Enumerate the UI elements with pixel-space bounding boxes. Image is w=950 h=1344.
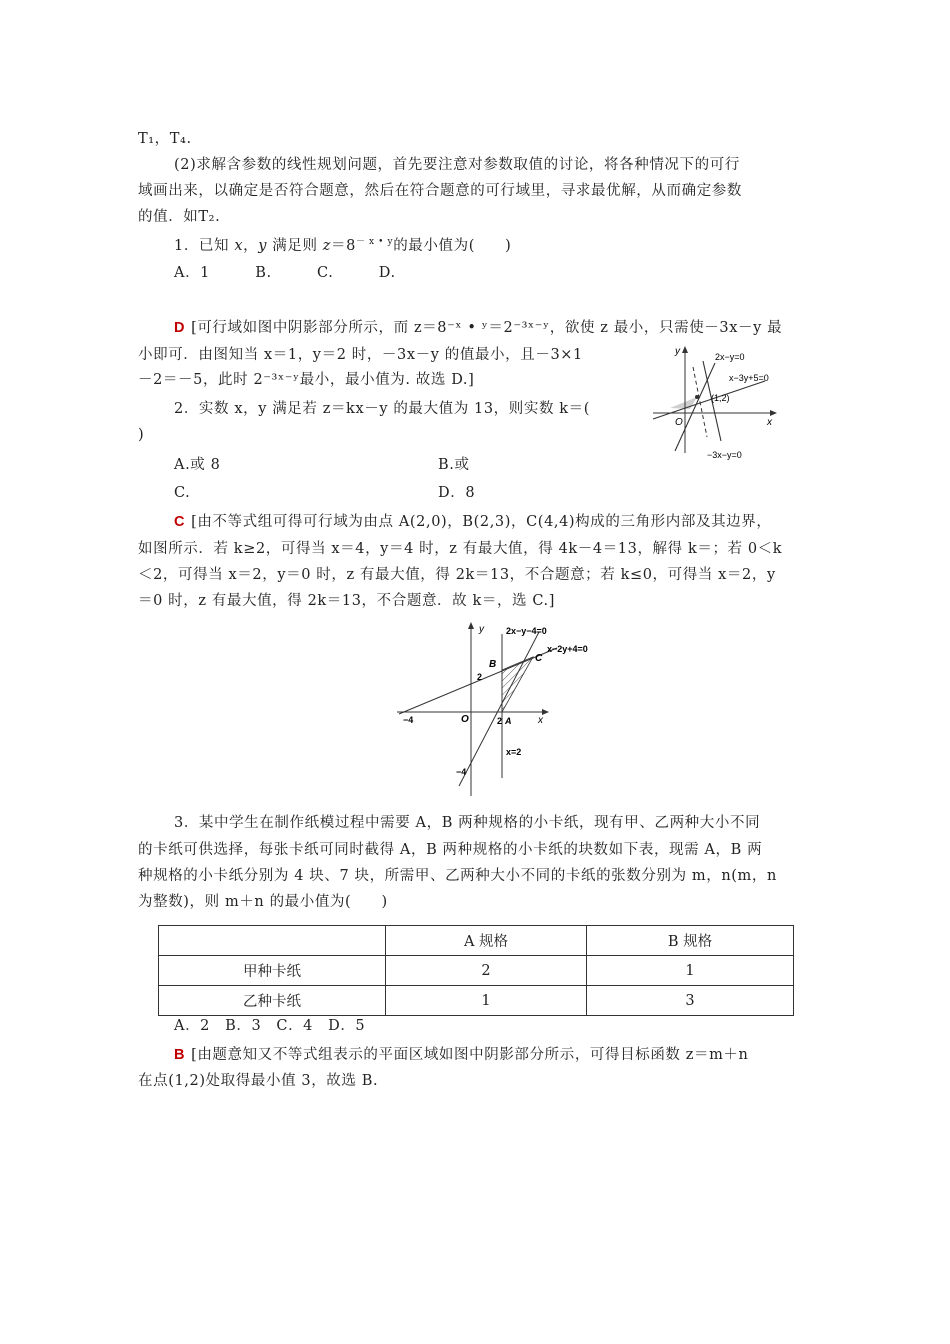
method-line-3: 的值．如T₂.: [138, 209, 221, 225]
fig1-point-label: (1,2): [711, 393, 730, 403]
fig2-label-o: O: [461, 714, 469, 725]
q1-stem: 1．已知 x，y 满足则 $z=8^{- x • y}$的最小值为( ): [174, 237, 512, 254]
q2-stem-line-1: 2．实数 x，y 满足若 z＝kx－y 的最大值为 13，则实数 k＝(: [174, 401, 591, 417]
q3-solution-line-1: B [由题意知又不等式组表示的平面区域如图中阴影部分所示，可得目标函数 z＝m＋n: [174, 1047, 749, 1063]
q2-answer: C: [174, 514, 186, 530]
fig2-point-b: B: [489, 659, 497, 670]
fig2-point-c: C: [535, 653, 543, 664]
q3-options: A．2 B．3 C．4 D．5: [174, 1018, 366, 1034]
fig2-tick-neg4y: −4: [456, 767, 467, 777]
fig1-label-x: x: [767, 417, 772, 428]
fig2-tick-neg4x: −4: [403, 715, 414, 725]
table-header-cell: [159, 926, 386, 956]
fig1-line-dashed: [693, 367, 707, 437]
intro-t1t4: T₁，T₄.: [138, 131, 192, 147]
table-row: [159, 986, 794, 1016]
fig1-line-a-label: 2x−y=0: [715, 352, 745, 362]
q2-solution-line-1: C [由不等式组可得可行域为由点 A(2,0)，B(2,3)，C(4,4)构成的三角形内部及其边界，: [174, 514, 772, 530]
q3-stem-line-1: 3．某中学生在制作纸模过程中需要 A，B 两种规格的小卡纸，现有甲、乙两种大小不同: [174, 815, 761, 831]
q3-stem-line-4: 为整数)，则 m＋n 的最小值为( ): [138, 894, 388, 910]
fig2-label-x: x: [538, 715, 543, 726]
fig2-line-a-label: 2x−y−4=0: [506, 626, 547, 636]
table-cell: 1: [386, 986, 587, 1016]
q3-answer: B: [174, 1047, 186, 1063]
table-header-row: [159, 926, 794, 956]
table-header-cell: B 规格: [587, 926, 794, 956]
q3-solution-line-2: 在点(1,2)处取得最小值 3，故选 B.: [138, 1073, 379, 1089]
table-cell: 乙种卡纸: [159, 986, 386, 1016]
q1-solution-line-1: D [可行域如图中阴影部分所示，而 z＝8⁻ˣ • ʸ＝2⁻³ˣ⁻ʸ，欲使 z 最小，只需使－3x－y 最: [174, 320, 783, 336]
figure-1-feasible-region: [645, 343, 790, 463]
q1-options: A．1 B. C. D.: [174, 265, 396, 281]
fig1-line-b-label: x−3y+5=0: [729, 373, 769, 383]
fig2-line-b-label: x−2y+4=0: [547, 644, 588, 654]
q1-solution-line-2: 小即可．由图知当 x＝1，y＝2 时，－3x－y 的值最小，且－3×1: [138, 347, 583, 363]
fig2-label-y: y: [479, 624, 484, 635]
table-row: [159, 956, 794, 986]
fig1-label-o: O: [675, 417, 683, 428]
q2-option-a: A.或 8: [174, 457, 221, 473]
q3-card-table: [158, 925, 794, 1016]
q2-solution-line-2: 如图所示．若 k≥2，可得当 x＝4，y＝4 时，z 有最大值，得 4k－4＝13，解得 k＝；若 0＜k: [138, 541, 783, 557]
table-cell: 2: [386, 956, 587, 986]
fig1-label-y: y: [675, 346, 680, 357]
table-cell: 3: [587, 986, 794, 1016]
q2-option-d: D．8: [438, 485, 476, 501]
q1-solution-line-3: －2＝－5，此时 2⁻³ˣ⁻ʸ最小，最小值为. 故选 D.]: [138, 372, 475, 388]
q3-stem-line-2: 的卡纸可供选择，每张卡纸可同时截得 A，B 两种规格的小卡纸的块数如下表，现需 A，B 两: [138, 842, 763, 858]
q2-option-b: B.或: [438, 457, 470, 473]
q2-option-c: C.: [174, 485, 191, 501]
q2-stem-line-2: ): [138, 427, 145, 443]
table-header-cell: A 规格: [386, 926, 587, 956]
figure-2-feasible-region: [393, 620, 623, 800]
fig2-point-a: A: [505, 716, 512, 726]
table-cell: 甲种卡纸: [159, 956, 386, 986]
method-line-2: 域画出来，以确定是否符合题意，然后在符合题意的可行域里，寻求最优解，从而确定参数: [138, 183, 742, 199]
method-line-1: (2)求解含参数的线性规划问题，首先要注意对参数取值的讨论，将各种情况下的可行: [174, 157, 740, 173]
fig2-tick-2y: 2: [477, 672, 483, 682]
q2-solution-line-4: ＝0 时，z 有最大值，得 2k＝13，不合题意．故 k＝，选 C.]: [138, 593, 556, 609]
fig1-shaded-region: [670, 397, 697, 409]
fig2-line-c-label: x=2: [506, 747, 522, 757]
fig1-line-c-label: −3x−y=0: [707, 450, 742, 460]
fig2-tick-2x: 2: [497, 716, 503, 726]
fig2-shaded-triangle: [502, 657, 533, 712]
table-cell: 1: [587, 956, 794, 986]
q2-solution-line-3: ＜2，可得当 x＝2，y＝0 时，z 有最大值，得 2k＝13，不合题意；若 k≤0，可得当 x＝2，y: [138, 567, 776, 583]
q1-answer: D: [174, 320, 186, 336]
q3-stem-line-3: 种规格的小卡纸分别为 4 块、7 块，所需甲、乙两种大小不同的卡纸的张数分别为 m，n(m，n: [138, 868, 777, 884]
